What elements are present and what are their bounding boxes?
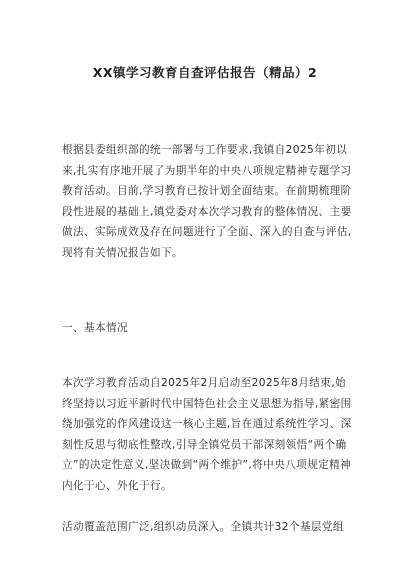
basic-situation-paragraph: 本次学习教育活动自2025年2月启动至2025年8月结束,始终坚持以习近平新时代中国特色社会主义思想为指导,紧密围绕加强党的作风建设这一核心主题,旨在通过系统性学习、深刻性反思与彻底性整改,引导全镇党员干部深刻领悟“两个确立”的决定性意义,坚决做到“两个维护”,将中央八项规定精神内化于心、外化于行。 bbox=[62, 377, 352, 492]
coverage-paragraph: 活动覆盖范围广泛,组织动员深入。全镇共计32个基层党组 bbox=[62, 521, 344, 533]
document-title: XX镇学习教育自查评估报告（精品）2 bbox=[92, 65, 318, 80]
section-heading: 一、基本情况 bbox=[62, 322, 128, 334]
intro-paragraph: 根据县委组织部的统一部署与工作要求,我镇自2025年初以来,扎实有序地开展了为期半年的中央八项规定精神专题学习教育活动。目前,学习教育已按计划全面结束。在前期梳理阶段性进展的基础上,镇党委对本次学习教育的整体情况、主要做法、实际成效及存在问题进行了全面、深入的自查与评估,现将有关情况报告如下。 bbox=[62, 144, 352, 259]
